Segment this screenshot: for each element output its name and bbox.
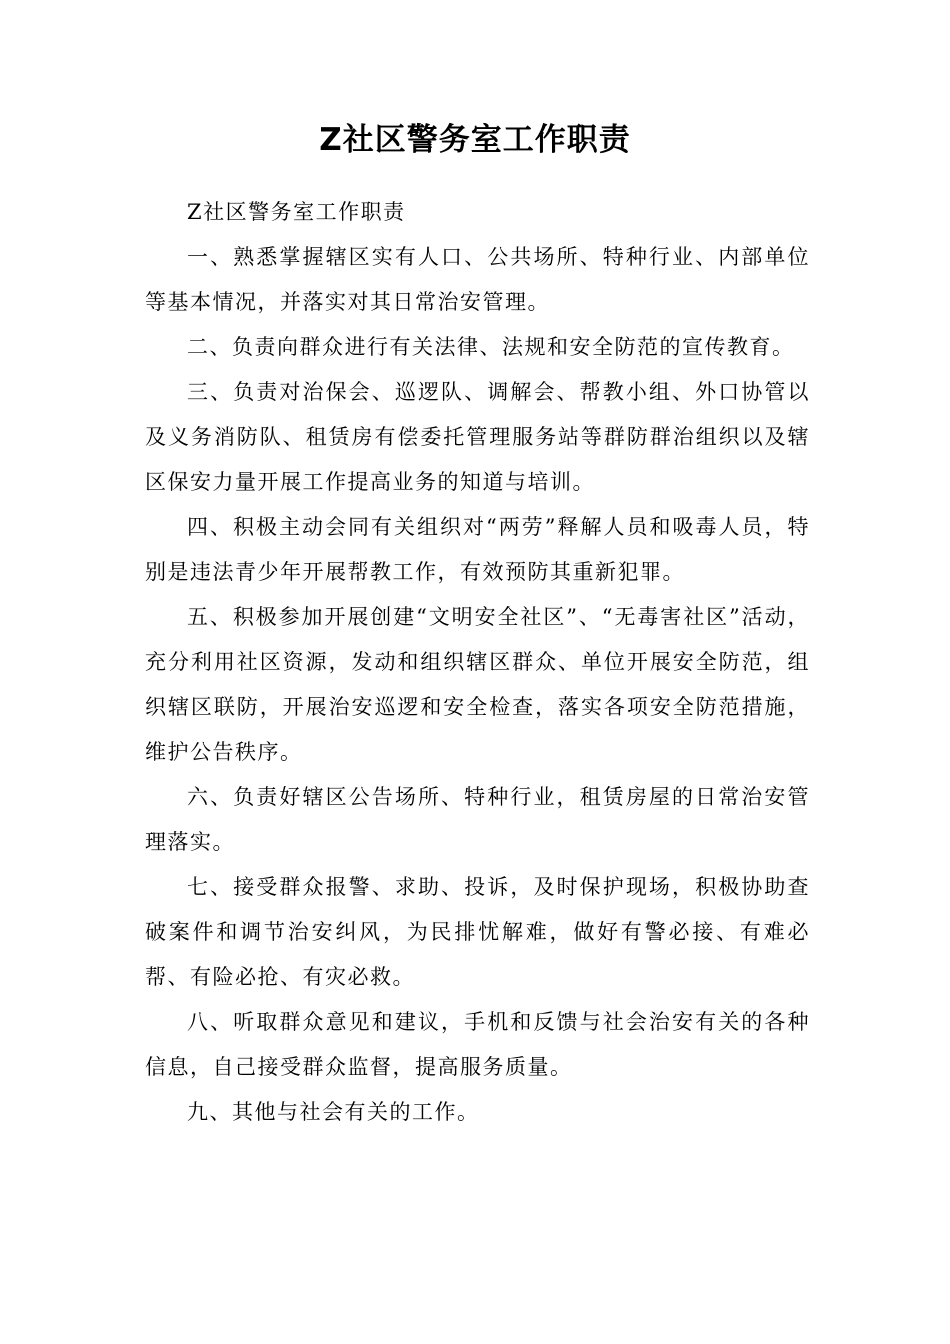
paragraph-2: 二、负责向群众进行有关法律、法规和安全防范的宣传教育。 [187, 335, 795, 359]
intro-line: Z社区警务室工作职责 [187, 200, 406, 224]
paragraph-6: 六、负责好辖区公告场所、特种行业，租赁房屋的日常治安管理落实。 [145, 785, 810, 854]
page-title: Z社区警务室工作职责 [319, 122, 631, 158]
document-body [145, 190, 810, 1135]
paragraph-8: 八、听取群众意见和建议，手机和反馈与社会治安有关的各种信息，自己接受群众监督，提高服务质量。 [145, 1010, 810, 1079]
paragraph-5: 五、积极参加开展创建“文明安全社区”、“无毒害社区”活动，充分利用社区资源，发动和组织辖区群众、单位开展安全防范，组织辖区联防，开展治安巡逻和安全检查，落实各项安全防范措施，维护公告秩序。 [145, 605, 810, 764]
paragraph-3: 三、负责对治保会、巡逻队、调解会、帮教小组、外口协管以及义务消防队、租赁房有偿委托管理服务站等群防群治组织以及辖区保安力量开展工作提高业务的知道与培训。 [145, 380, 810, 494]
paragraph-1: 一、熟悉掌握辖区实有人口、公共场所、特种行业、内部单位等基本情况，并落实对其日常治安管理。 [145, 245, 810, 314]
paragraph-7: 七、接受群众报警、求助、投诉，及时保护现场，积极协助查破案件和调节治安纠风，为民排忧解难，做好有警必接、有难必帮、有险必抢、有灾必救。 [145, 875, 810, 989]
paragraph-4: 四、积极主动会同有关组织对“两劳”释解人员和吸毒人员，特别是违法青少年开展帮教工作，有效预防其重新犯罪。 [145, 515, 810, 584]
paragraph-9: 九、其他与社会有关的工作。 [187, 1100, 480, 1124]
